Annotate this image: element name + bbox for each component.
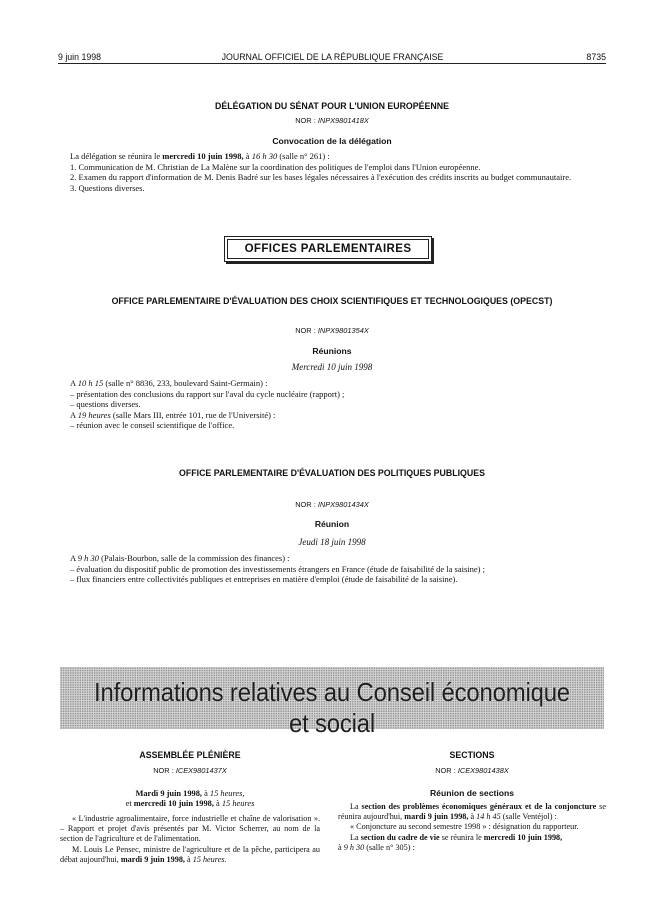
opepp-line-3: – flux financiers entre collectivités publiques et entreprises en matière d'emploi (étude de faisabilité de la saisine). <box>70 574 458 585</box>
sections-nor: NOR : ICEX9801438X <box>435 766 509 775</box>
delegation-subtitle: Convocation de la délégation <box>272 136 392 146</box>
opepp-line-2: – évaluation du dispositif public de promotion des investissements étrangers en France (étude de faisabilité de la saisine) ; <box>70 563 485 574</box>
delegation-item-3: 3. Questions diverses. <box>70 182 145 193</box>
left-column <box>60 750 320 865</box>
assemblee-date-1: Mardi 9 juin 1998, à 15 heures, <box>135 789 245 798</box>
sections-paragraph-3: La section du cadre de vie se réunira le mercredi 10 juin 1998, à 9 h 30 (salle n° 305) : <box>338 832 563 852</box>
delegation-nor: NOR : INPX9801418X <box>295 116 369 125</box>
sections-paragraph-2: « Conjoncture au second semestre 1998 » : désignation du rapporteur. <box>350 822 579 832</box>
right-column <box>338 750 606 853</box>
delegation-intro: La délégation se réunira le mercredi 10 juin 1998, à 16 h 30 (salle n° 261) : <box>70 151 330 161</box>
opecst-body <box>58 378 606 431</box>
sections-paragraph-1: La section des problèmes économiques généraux et de la conjoncture se réunira aujourd'hui, mardi 9 juin 1998, à 14 h 45 (salle Ventéjol) : <box>338 802 607 822</box>
header-journal-title: JOURNAL OFFICIEL DE LA RÉPUBLIQUE FRANÇAISE <box>221 52 444 62</box>
opecst-nor: NOR : INPX9801354X <box>295 326 369 335</box>
opecst-line-1: A 10 h 15 (salle n° 8836, 233, boulevard Saint-Germain) : <box>70 378 268 388</box>
delegation-title: DÉLÉGATION DU SÉNAT POUR L'UNION EUROPÉENNE <box>215 101 449 111</box>
assemblee-body <box>60 814 320 865</box>
opepp-line-1: A 9 h 30 (Palais-Bourbon, salle de la commission des finances) : <box>70 553 290 563</box>
opecst-date: Mercredi 10 juin 1998 <box>291 362 373 372</box>
assemblee-paragraph-2: M. Louis Le Pensec, ministre de l'agriculture et de la pêche, participera au débat aujourd'hui, mardi 9 juin 1998, à 15 heures. <box>60 844 320 864</box>
ces-banner-title: Informations relatives au Conseil économique et social <box>94 677 570 738</box>
sections-body <box>338 802 606 853</box>
assemblee-paragraph-1: « L'industrie agroalimentaire, force industrielle et chaîne de valorisation ». – Rapport et projet d'avis présentés par M. Victor Scherrer, au nom de la section de l'agriculture et de l'alimentation. <box>60 814 320 844</box>
opepp-subtitle: Réunion <box>314 519 350 529</box>
sections-title: SECTIONS <box>449 750 495 760</box>
opecst-line-5: – réunion avec le conseil scientifique de l'office. <box>70 420 235 431</box>
header-page-number: 8735 <box>586 52 606 62</box>
delegation-item-1: 1. Communication de M. Christian de La Malène sur la coordination des politiques de l'emploi dans l'Union européenne. <box>70 161 481 172</box>
offices-section-box <box>224 236 432 262</box>
opecst-title: OFFICE PARLEMENTAIRE D'ÉVALUATION DES CHOIX SCIENTIFIQUES ET TECHNOLOGIQUES (OPECST) <box>111 296 553 306</box>
delegation-body <box>58 151 606 193</box>
offices-section-title: OFFICES PARLEMENTAIRES <box>227 239 429 259</box>
header-rule <box>58 63 606 64</box>
sections-subtitle: Réunion de sections <box>429 788 515 798</box>
assemblee-nor: NOR : ICEX9801437X <box>153 766 227 775</box>
opecst-line-3: – questions diverses. <box>70 399 141 410</box>
assemblee-date-2: et mercredi 10 juin 1998, à 15 heures <box>125 799 255 808</box>
opepp-date: Jeudi 18 juin 1998 <box>298 537 366 547</box>
opecst-subtitle: Réunions <box>312 346 352 356</box>
opepp-nor: NOR : INPX9801434X <box>295 500 369 509</box>
assemblee-title: ASSEMBLÉE PLÉNIÈRE <box>139 750 241 760</box>
header-date: 9 juin 1998 <box>58 52 102 62</box>
opecst-line-4: A 19 heures (salle Mars III, entrée 101, rue de l'Université) : <box>70 409 276 420</box>
ces-banner <box>60 667 604 738</box>
opecst-line-2: – présentation des conclusions du rapport sur l'aval du cycle nucléaire (rapport) ; <box>70 388 345 399</box>
assemblee-dates <box>60 789 320 809</box>
delegation-item-2: 2. Examen du rapport d'information de M. Denis Badré sur les bases légales nécessaires à l'exécution des crédits inscrits au budget communautaire. <box>70 172 572 183</box>
opepp-body <box>58 553 606 585</box>
opepp-title: OFFICE PARLEMENTAIRE D'ÉVALUATION DES POLITIQUES PUBLIQUES <box>179 468 485 478</box>
